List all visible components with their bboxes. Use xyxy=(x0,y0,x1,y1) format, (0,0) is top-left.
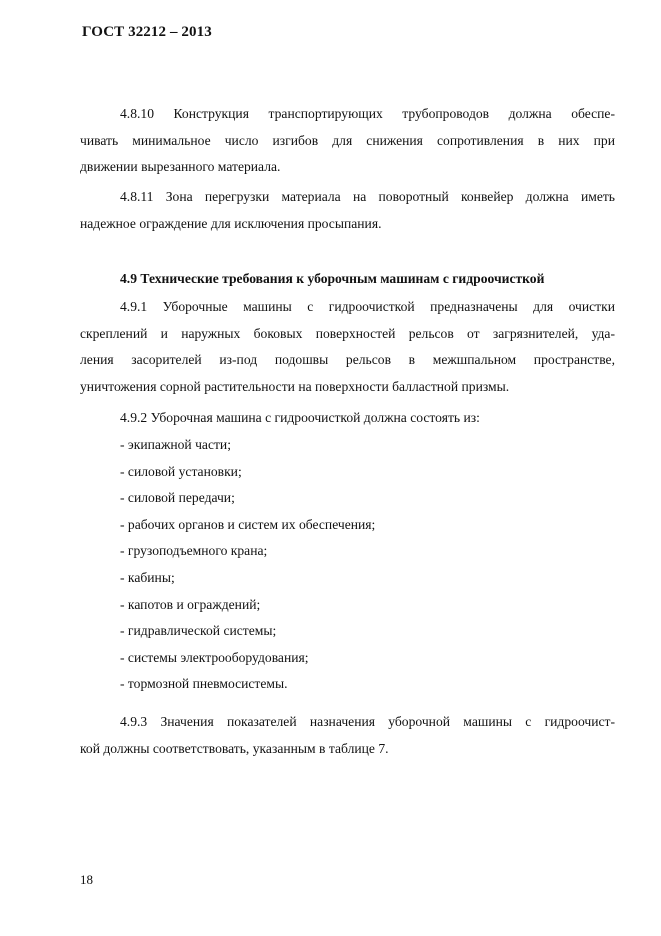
paragraph-line: 4.9.3 Значения показателей назначения уборочной машины с гидроочист- xyxy=(120,714,615,729)
standard-header: ГОСТ 32212 – 2013 xyxy=(82,24,212,40)
list-item: - силовой передачи; xyxy=(120,490,235,506)
paragraph-line: 4.8.11 Зона перегрузки материала на поворотный конвейер должна иметь xyxy=(120,189,615,204)
list-item: - гидравлической системы; xyxy=(120,623,277,639)
list-item: - силовой установки; xyxy=(120,463,242,479)
list-item: - системы электрооборудования; xyxy=(120,649,309,665)
paragraph-4-8-10 xyxy=(80,101,615,181)
list-item: - грузоподъемного крана; xyxy=(120,543,268,559)
list-item: - экипажной части; xyxy=(120,437,231,452)
paragraph-line: 4.9.1 Уборочные машины с гидроочисткой предназначены для очистки xyxy=(120,299,615,314)
paragraph-line: ления засорителей из-под подошвы рельсов в межшпальном пространстве, xyxy=(80,352,615,368)
paragraph-line: 4.8.10 Конструкция транспортирующих трубопроводов должна обеспе- xyxy=(120,106,615,121)
paragraph-line: 4.9.2 Уборочная машина с гидроочисткой должна состоять из: xyxy=(120,410,480,425)
paragraph-line: кой должны соответствовать, указанным в таблице 7. xyxy=(80,740,389,756)
list-item: - капотов и ограждений; xyxy=(120,596,261,612)
section-4-9 xyxy=(80,266,615,293)
page-number: 18 xyxy=(80,872,93,887)
component-list xyxy=(80,432,615,698)
paragraph-line: скреплений и наружных боковых поверхностей рельсов от загрязнителей, уда- xyxy=(80,325,615,341)
paragraph-4-9-2 xyxy=(80,405,615,432)
paragraph-4-8-11 xyxy=(80,184,615,237)
list-item: - кабины; xyxy=(120,569,175,585)
list-item: - рабочих органов и систем их обеспечения; xyxy=(120,516,376,532)
paragraph-4-9-1 xyxy=(80,294,615,400)
paragraph-line: надежное ограждение для исключения просыпания. xyxy=(80,215,382,231)
paragraph-line: уничтожения сорной растительности на поверхности балластной призмы. xyxy=(80,378,510,394)
list-item: - тормозной пневмосистемы. xyxy=(120,676,288,692)
paragraph-line: движении вырезанного материала. xyxy=(80,159,281,175)
section-heading: 4.9 Технические требования к уборочным машинам с гидроочисткой xyxy=(120,271,545,286)
paragraph-line: чивать минимальное число изгибов для снижения сопротивления в них при xyxy=(80,132,615,148)
paragraph-4-9-3 xyxy=(80,709,615,762)
